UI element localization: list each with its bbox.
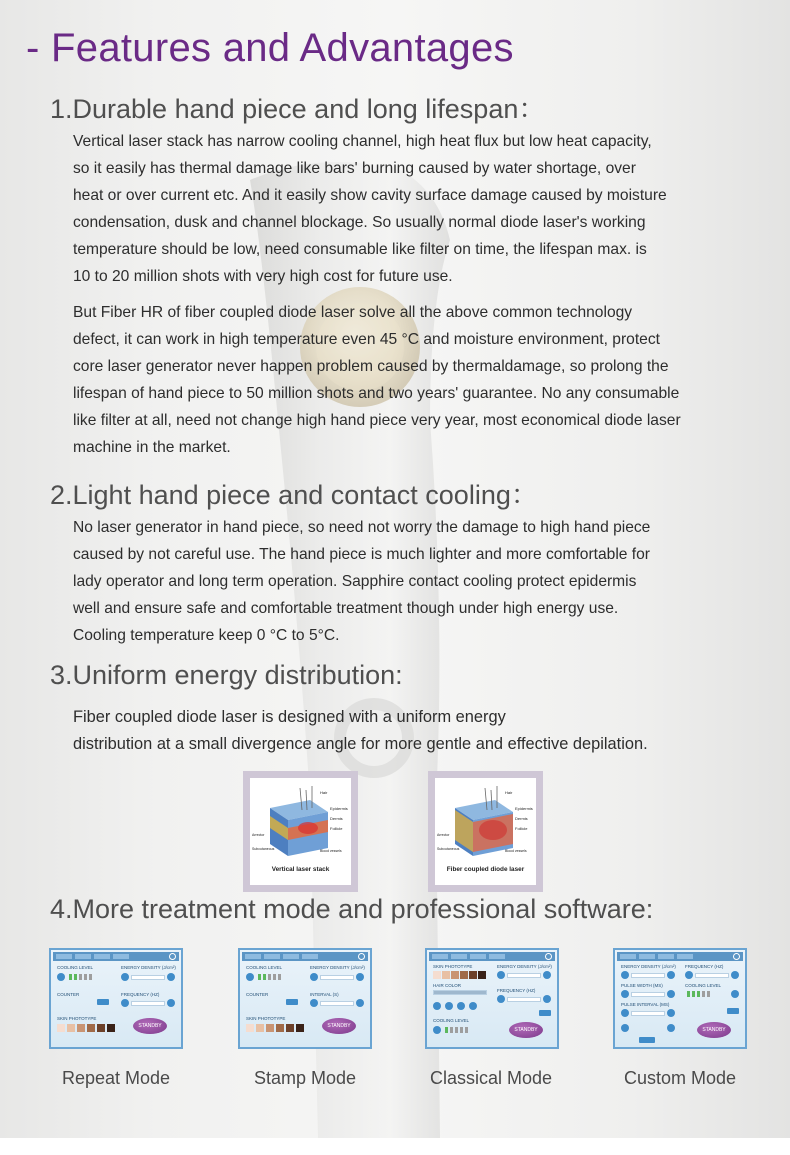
standby-button: STANDBY <box>509 1022 543 1038</box>
skin-swatch <box>286 1024 294 1032</box>
screen-label: ENERGY DENSITY (J/cm²) <box>121 965 176 970</box>
screen-tab <box>56 954 72 959</box>
minus-icon <box>121 999 129 1007</box>
skin-swatch <box>469 971 477 979</box>
section-2-heading: 2.Light hand piece and contact cooling： <box>50 480 538 510</box>
slider-track <box>695 973 729 978</box>
diagram-label: Blood vessels <box>320 849 342 853</box>
minus-icon <box>310 973 318 981</box>
screen-tab <box>639 954 655 959</box>
screen-tab <box>677 954 693 959</box>
screen-tab <box>94 954 110 959</box>
gear-icon <box>169 953 176 960</box>
diagram-label: Epidermis <box>515 806 533 811</box>
slider-track <box>507 997 541 1002</box>
slider-track <box>320 975 354 980</box>
slider-track <box>131 975 165 980</box>
minus-icon <box>621 971 629 979</box>
plus-icon <box>731 990 739 998</box>
diagram-label: Subcutaneous <box>437 847 460 851</box>
screen-label: COOLING LEVEL <box>57 965 94 970</box>
slider-track <box>131 1001 165 1006</box>
slider-track <box>320 1001 354 1006</box>
text-line: Vertical laser stack has narrow cooling channel, high heat flux but low heat capacity, <box>73 133 652 150</box>
diagram-label: Dermis <box>515 816 528 821</box>
skin-swatch <box>266 1024 274 1032</box>
minus-icon <box>433 1026 441 1034</box>
standby-button: STANDBY <box>697 1022 731 1038</box>
skin-swatch <box>57 1024 65 1032</box>
minus-icon <box>497 995 505 1003</box>
save-button <box>639 1037 655 1043</box>
skin-swatch <box>433 971 441 979</box>
text-line: lifespan of hand piece to 50 million shots and two years' guarantee. No any consumable <box>73 385 680 402</box>
screen-tab <box>470 954 486 959</box>
diagram-label: Arrector <box>437 833 450 837</box>
minus-icon <box>310 999 318 1007</box>
hair-color-selector <box>433 990 487 995</box>
plus-icon <box>356 999 364 1007</box>
reset-button <box>97 999 109 1005</box>
repeat-mode-label: Repeat Mode <box>61 1068 171 1088</box>
screen-label: INTERVAL (S) <box>310 992 339 997</box>
text-line: caused by not careful use. The hand piece is much lighter and more comfortable for <box>73 546 650 563</box>
screen-tab <box>264 954 280 959</box>
gear-icon <box>545 953 552 960</box>
screen-label: COUNTER <box>246 992 269 997</box>
skin-swatch <box>442 971 450 979</box>
text-line: No laser generator in hand piece, so need not worry the damage to high hand piece <box>73 519 651 536</box>
classical-mode-screen <box>425 948 559 1049</box>
skin-swatch <box>451 971 459 979</box>
text-line: temperature should be low, need consumable like filter on time, the lifespan max. is <box>73 241 647 258</box>
screen-tab-bar <box>53 952 179 961</box>
section-1-heading: 1.Durable hand piece and long lifespan： <box>50 94 546 124</box>
slider-track <box>631 973 665 978</box>
classical-mode-label: Classical Mode <box>429 1068 553 1088</box>
screen-label: FREQUENCY (HZ) <box>685 964 724 969</box>
screen-label: ENERGY DENSITY (J/cm²) <box>497 964 552 969</box>
section-3-heading: 3.Uniform energy distribution: <box>50 660 403 690</box>
skin-swatch <box>460 971 468 979</box>
screen-tab <box>489 954 505 959</box>
text-line: core laser generator never happen problem caused by thermaldamage, so prolong the <box>73 358 669 375</box>
plus-icon <box>667 990 675 998</box>
text-line: But Fiber HR of fiber coupled diode laser solve all the above common technology <box>73 304 633 321</box>
text-line: 10 to 20 million shots with very high cost for future use. <box>73 268 453 285</box>
page-bottom-margin <box>0 1138 790 1155</box>
plus-icon <box>356 973 364 981</box>
text-line: defect, it can work in high temperature even 45 °C and moisture environment, protect <box>73 331 660 348</box>
plus-icon <box>667 971 675 979</box>
screen-tab-bar <box>429 952 555 961</box>
text-line: so it easily has thermal damage like bars' burning caused by water shortage, over <box>73 160 636 177</box>
screen-tab <box>283 954 299 959</box>
plus-icon <box>667 1024 675 1032</box>
minus-icon <box>621 1024 629 1032</box>
screen-tab <box>432 954 448 959</box>
screen-tab <box>245 954 261 959</box>
section-2-paragraph <box>73 514 723 649</box>
skin-swatch <box>478 971 486 979</box>
skin-swatch <box>107 1024 115 1032</box>
screen-label: PULSE WIDTH (MS) <box>621 983 663 988</box>
minus-icon <box>57 973 65 981</box>
minus-icon <box>621 1009 629 1017</box>
screen-label: FREQUENCY (HZ) <box>121 992 160 997</box>
reset-button <box>727 1008 739 1014</box>
stamp-mode-label: Stamp Mode <box>253 1068 357 1088</box>
screen-tab <box>658 954 674 959</box>
slider-track <box>507 973 541 978</box>
text-line: Fiber coupled diode laser is designed with a uniform energy <box>73 708 506 726</box>
section-1-paragraph-2 <box>73 299 723 461</box>
skin-swatch <box>87 1024 95 1032</box>
text-line: heat or over current etc. And it easily show cavity surface damage caused by moisture <box>73 187 667 204</box>
stamp-mode-screen <box>238 948 372 1049</box>
skin-swatch <box>97 1024 105 1032</box>
plus-icon <box>667 1009 675 1017</box>
section-1-paragraph-1 <box>73 128 723 290</box>
diagram-vertical-laser-stack <box>243 771 358 892</box>
text-line: lady operator and long term operation. Sapphire contact cooling protect epidermis <box>73 573 637 590</box>
minus-icon <box>621 990 629 998</box>
diagram-label: Hair <box>320 790 328 795</box>
plus-icon <box>731 971 739 979</box>
text-line: condensation, dusk and channel blockage. So usually normal diode laser's working <box>73 214 646 231</box>
section-4-heading: 4.More treatment mode and professional software: <box>50 894 654 924</box>
standby-button: STANDBY <box>133 1018 167 1034</box>
plus-icon <box>543 995 551 1003</box>
diagram-label: Follicle <box>330 826 343 831</box>
gear-icon <box>358 953 365 960</box>
diagram-label: Subcutaneous <box>252 847 275 851</box>
section-3-paragraph <box>73 704 723 758</box>
screen-label: HAIR COLOR <box>433 983 462 988</box>
skin-swatch <box>246 1024 254 1032</box>
repeat-mode-screen <box>49 948 183 1049</box>
screen-label: ENERGY DENSITY (J/cm²) <box>310 965 365 970</box>
reset-button <box>286 999 298 1005</box>
skin-swatch <box>77 1024 85 1032</box>
screen-tab-bar <box>617 952 743 961</box>
skin-swatch <box>67 1024 75 1032</box>
diagram-caption: Fiber coupled diode laser <box>446 866 525 873</box>
plus-icon <box>543 971 551 979</box>
diagram-caption: Vertical laser stack <box>271 866 330 873</box>
minus-icon <box>685 971 693 979</box>
option-icon <box>445 1002 453 1010</box>
diagram-label: Dermis <box>330 816 343 821</box>
screen-tab <box>113 954 129 959</box>
diagram-fiber-coupled-diode-laser <box>428 771 543 892</box>
reset-button <box>539 1010 551 1016</box>
screen-label: SKIN PHOTOTYPE <box>433 964 473 969</box>
screen-tab <box>451 954 467 959</box>
minus-icon <box>497 971 505 979</box>
screen-label: COOLING LEVEL <box>685 983 722 988</box>
screen-label: ENERGY DENSITY (J/cm²) <box>621 964 676 969</box>
diagram-label: Arrector <box>252 833 265 837</box>
custom-mode-screen <box>613 948 747 1049</box>
skin-swatch <box>296 1024 304 1032</box>
screen-label: COOLING LEVEL <box>246 965 283 970</box>
text-line: well and ensure safe and comfortable treatment though under high energy use. <box>73 600 619 617</box>
option-icon <box>457 1002 465 1010</box>
diagram-label: Blood vessels <box>505 849 527 853</box>
plus-icon <box>167 999 175 1007</box>
gear-icon <box>733 953 740 960</box>
screen-label: PULSE INTERVAL (MS) <box>621 1002 670 1007</box>
screen-tab <box>620 954 636 959</box>
slider-track <box>631 992 665 997</box>
minus-icon <box>246 973 254 981</box>
option-icon <box>433 1002 441 1010</box>
screen-label: SKIN PHOTOTYPE <box>246 1016 286 1021</box>
screen-label: COUNTER <box>57 992 80 997</box>
text-line: Cooling temperature keep 0 °C to 5°C. <box>73 627 340 644</box>
screen-tab <box>75 954 91 959</box>
minus-icon <box>121 973 129 981</box>
slider-track <box>631 1011 665 1016</box>
option-icon <box>469 1002 477 1010</box>
text-line: distribution at a small divergence angle for more gentle and effective depilation. <box>73 735 648 753</box>
screen-label: COOLING LEVEL <box>433 1018 470 1023</box>
screen-tab-bar <box>242 952 368 961</box>
text-line: machine in the market. <box>73 439 231 456</box>
text-line: like filter at all, need not change high hand piece very year, most economical diode laser <box>73 412 681 429</box>
diagram-label: Hair <box>505 790 513 795</box>
standby-button: STANDBY <box>322 1018 356 1034</box>
custom-mode-label: Custom Mode <box>623 1068 737 1088</box>
screen-tab <box>302 954 318 959</box>
plus-icon <box>167 973 175 981</box>
skin-swatch <box>276 1024 284 1032</box>
diagram-label: Epidermis <box>330 806 348 811</box>
skin-swatch <box>256 1024 264 1032</box>
screen-label: SKIN PHOTOTYPE <box>57 1016 97 1021</box>
diagram-label: Follicle <box>515 826 528 831</box>
screen-label: FREQUENCY (HZ) <box>497 988 536 993</box>
page-title: - Features and Advantages <box>26 26 514 70</box>
